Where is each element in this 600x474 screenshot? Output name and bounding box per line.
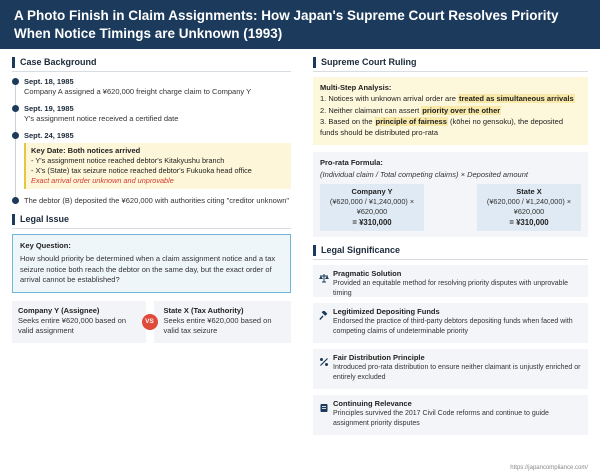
right-column bbox=[313, 57, 588, 441]
key-date-line: - X's (State) tax seizure notice reached debtor's Fukuoka head office bbox=[31, 166, 252, 175]
timeline-dot bbox=[12, 132, 19, 139]
ruling-box bbox=[313, 77, 588, 145]
timeline-item bbox=[24, 104, 291, 124]
vs-badge: VS bbox=[142, 314, 158, 330]
parties-comparison bbox=[12, 301, 291, 343]
ruling-title: Supreme Court Ruling bbox=[313, 57, 588, 68]
timeline-dot bbox=[12, 78, 19, 85]
percent-icon bbox=[319, 357, 329, 367]
timeline-dot bbox=[12, 197, 19, 204]
event-text: The debtor (B) deposited the ¥620,000 with authorities citing "creditor unknown" bbox=[24, 196, 290, 205]
timeline-item bbox=[24, 196, 291, 206]
event-date: Sept. 24, 1985 bbox=[24, 131, 74, 140]
key-question-text: How should priority be determined when a claim assignment notice and a tax seizure notice both reach the debtor on the same day, but the exact order of arrival cannot be established? bbox=[20, 254, 276, 284]
gavel-icon bbox=[319, 311, 329, 321]
significance-item-title: Pragmatic Solution bbox=[333, 269, 402, 278]
significance-item bbox=[313, 265, 588, 297]
party-name: Company Y (Assignee) bbox=[18, 305, 100, 315]
significance-item-text: Introduced pro-rata distribution to ensure neither claimant is unjustly enriched or entirely excluded bbox=[333, 364, 581, 381]
significance-item bbox=[313, 303, 588, 343]
calc-state-x bbox=[477, 184, 581, 231]
key-date-title: Key Date: Both notices arrived bbox=[31, 146, 141, 155]
ruling-item bbox=[320, 117, 581, 138]
significance-item bbox=[313, 349, 588, 389]
calc-name: Company Y bbox=[351, 187, 393, 196]
event-date: Sept. 19, 1985 bbox=[24, 104, 74, 113]
footer-url: https://japancompliance.com/ bbox=[510, 465, 588, 471]
ruling-highlight: priority over the other bbox=[422, 105, 501, 115]
significance-title: Legal Significance bbox=[313, 245, 588, 256]
legal-issue-title: Legal Issue bbox=[12, 214, 291, 225]
book-icon bbox=[319, 403, 329, 413]
party-card-x bbox=[154, 301, 292, 343]
calc-result: = ¥310,000 bbox=[352, 218, 392, 227]
ruling-text: 1. Notices with unknown arrival order are bbox=[320, 94, 458, 103]
key-question-box bbox=[12, 234, 291, 293]
key-date-line: - Y's assignment notice reached debtor's Kitakyushu branch bbox=[31, 156, 225, 165]
significance-item-title: Fair Distribution Principle bbox=[333, 353, 425, 362]
ruling-text: 3. Based on the bbox=[320, 117, 375, 126]
event-date: Sept. 18, 1985 bbox=[24, 77, 74, 86]
timeline bbox=[12, 77, 291, 206]
timeline-dot bbox=[12, 105, 19, 112]
case-background-title: Case Background bbox=[12, 57, 291, 68]
party-desc: Seeks entire ¥620,000 based on valid assignment bbox=[18, 315, 126, 335]
event-text: Y's assignment notice received a certified date bbox=[24, 114, 179, 123]
key-date-box bbox=[24, 143, 291, 189]
ruling-item bbox=[320, 94, 581, 105]
significance-item-title: Legitimized Depositing Funds bbox=[333, 307, 440, 316]
page-header bbox=[0, 0, 600, 49]
significance-item bbox=[313, 395, 588, 435]
party-desc: Seeks entire ¥620,000 based on valid tax seizure bbox=[163, 315, 272, 335]
party-name: State X (Tax Authority) bbox=[163, 305, 244, 315]
significance-item-text: Provided an equitable method for resolving priority disputes with unprovable timing bbox=[333, 280, 569, 297]
key-date-emphasis: Exact arrival order unknown and unprovable bbox=[31, 176, 174, 185]
calc-result: = ¥310,000 bbox=[509, 218, 549, 227]
event-text: Company A assigned a ¥620,000 freight charge claim to Company Y bbox=[24, 87, 252, 96]
calc-line: (¥620,000 / ¥1,240,000) × bbox=[486, 197, 572, 206]
calc-line: ¥620,000 bbox=[356, 207, 388, 216]
calc-company-y bbox=[320, 184, 424, 231]
calc-name: State X bbox=[516, 187, 542, 196]
prorata-formula: (Individual claim / Total competing claims) × Deposited amount bbox=[320, 170, 528, 179]
ruling-text: 2. Neither claimant can assert bbox=[320, 105, 422, 115]
key-question-label: Key Question: bbox=[20, 241, 71, 250]
significance-item-text: Principles survived the 2017 Civil Code reforms and continue to guide assignment priority disputes bbox=[333, 410, 549, 427]
ruling-highlight: treated as simultaneous arrivals bbox=[458, 94, 574, 103]
party-card-y bbox=[12, 301, 146, 343]
ruling-item bbox=[320, 106, 581, 117]
analysis-label: Multi-Step Analysis: bbox=[320, 83, 392, 92]
timeline-item bbox=[24, 77, 291, 97]
page-title: A Photo Finish in Claim Assignments: How Japan's Supreme Court Resolves Priority When Notice Timings are Unknown (1993) bbox=[14, 8, 559, 41]
prorata-box bbox=[313, 152, 588, 237]
calc-line: (¥620,000 / ¥1,240,000) × bbox=[329, 197, 415, 206]
ruling-highlight: principle of fairness bbox=[375, 117, 447, 126]
left-column bbox=[12, 57, 291, 441]
prorata-title: Pro-rata Formula: bbox=[320, 158, 383, 167]
calc-line: ¥620,000 bbox=[513, 207, 545, 216]
significance-item-title: Continuing Relevance bbox=[333, 399, 412, 408]
scale-icon bbox=[319, 273, 329, 283]
ruling-text: (kōhei no gensoku), the deposited funds should be distributed pro-rata bbox=[320, 117, 563, 137]
significance-item-text: Endorsed the practice of third-party debtors depositing funds when faced with competing claims of undeterminable priority bbox=[333, 318, 573, 335]
timeline-item bbox=[24, 131, 291, 189]
